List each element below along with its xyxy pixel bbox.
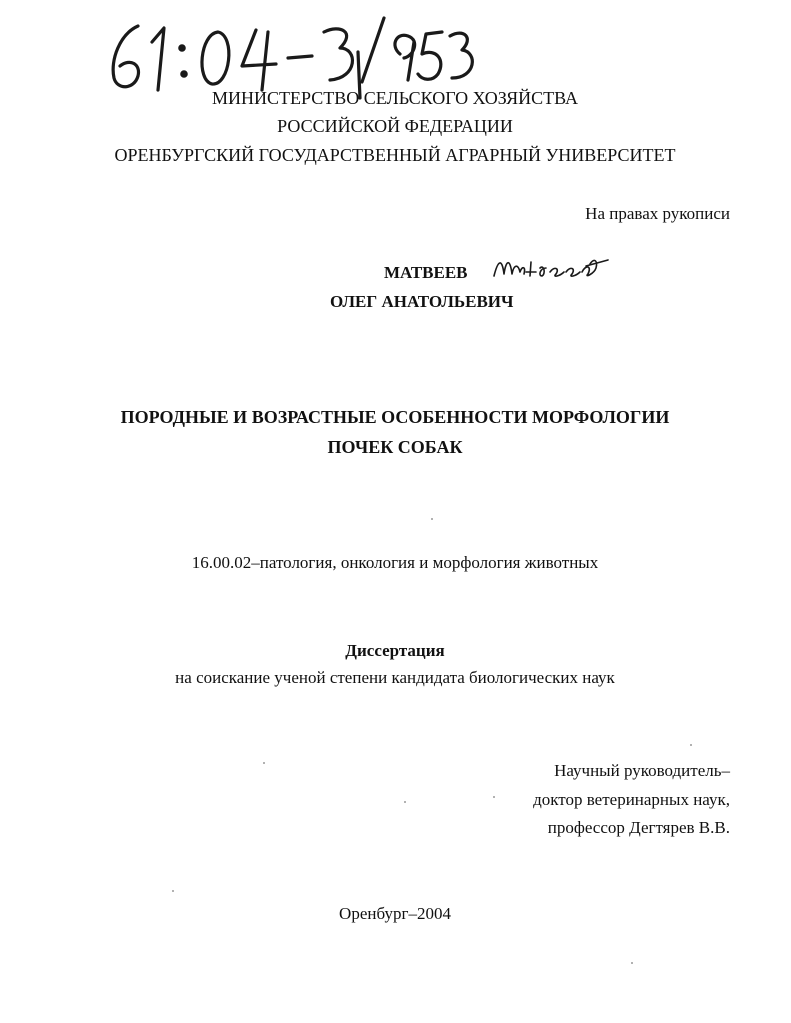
degree-purpose: на соискание ученой степени кандидата биологических наук <box>175 668 615 687</box>
scan-speck <box>690 744 692 746</box>
author-surname: МАТВЕЕВ <box>384 263 468 282</box>
rights-note: На правах рукописи <box>585 204 730 223</box>
supervisor-block <box>533 757 730 843</box>
author-signature <box>490 250 610 284</box>
supervisor-role: Научный руководитель– <box>554 761 730 780</box>
author-signature-drawing <box>490 250 610 284</box>
scan-speck <box>493 796 495 798</box>
supervisor-name: профессор Дегтярев В.В. <box>547 818 730 837</box>
work-type-label: Диссертация <box>345 641 445 660</box>
scan-speck <box>404 801 406 803</box>
scan-speck <box>431 518 433 520</box>
scan-speck <box>263 762 265 764</box>
ministry-line-2: РОССИЙСКОЙ ФЕДЕРАЦИИ <box>277 116 513 136</box>
ministry-line-1: МИНИСТЕРСТВО СЕЛЬСКОГО ХОЗЯЙСТВА <box>212 88 578 108</box>
author-given-names: ОЛЕГ АНАТОЛЬЕВИЧ <box>330 292 514 311</box>
supervisor-degree: доктор ветеринарных наук, <box>533 789 730 809</box>
specialty-code: 16.00.02–патология, онкология и морфология животных <box>191 553 599 572</box>
city-year: Оренбург–2004 <box>339 904 451 923</box>
university-line: ОРЕНБУРГСКИЙ ГОСУДАРСТВЕННЫЙ АГРАРНЫЙ УНИВЕРСИТЕТ <box>114 145 676 165</box>
scan-speck <box>631 962 633 964</box>
dissertation-title-line-2: ПОЧЕК СОБАК <box>327 437 463 457</box>
scan-speck <box>172 890 174 892</box>
dissertation-title-line-1: ПОРОДНЫЕ И ВОЗРАСТНЫЕ ОСОБЕННОСТИ МОРФОЛОГИИ <box>120 407 670 427</box>
